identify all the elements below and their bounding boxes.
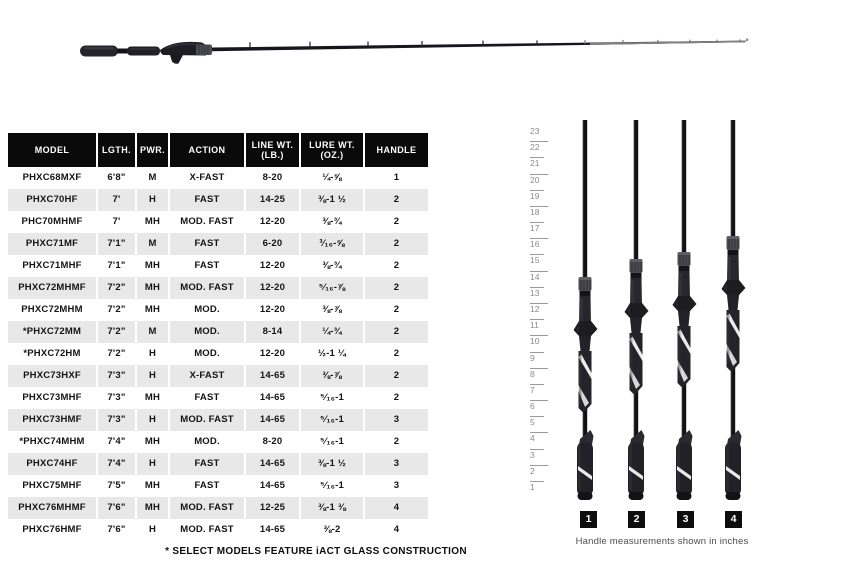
cell-line-wt: 8-20 <box>244 431 299 453</box>
spec-table <box>8 133 428 541</box>
cell-power: MH <box>135 387 168 409</box>
handle-illustration-2 <box>625 120 649 500</box>
cell-line-wt: 12-20 <box>244 211 299 233</box>
handle-illustration-3 <box>673 120 697 500</box>
cell-model: PHXC74HF <box>8 453 96 475</box>
cell-model: *PHXC74MHM <box>8 431 96 453</box>
cell-line-wt: 14-65 <box>244 409 299 431</box>
cell-action: MOD. FAST <box>168 211 244 233</box>
cell-handle: 3 <box>363 475 428 497</box>
spec-row <box>8 409 428 431</box>
cell-line-wt: 12-20 <box>244 277 299 299</box>
cell-handle: 2 <box>363 211 428 233</box>
header-row <box>8 133 428 167</box>
cell-lure-wt: ¼-¾ <box>299 321 363 343</box>
cell-power: MH <box>135 255 168 277</box>
cell-action: X-FAST <box>168 365 244 387</box>
ruler-tick-17: 17 <box>530 222 544 233</box>
cell-action: FAST <box>168 387 244 409</box>
spec-row <box>8 519 428 541</box>
cell-action: FAST <box>168 453 244 475</box>
cell-power: MH <box>135 475 168 497</box>
cell-model: PHXC68MXF <box>8 167 96 189</box>
cell-power: MH <box>135 299 168 321</box>
ruler-tick-9: 9 <box>530 352 544 363</box>
ruler-tick-1: 1 <box>530 481 544 492</box>
spec-row <box>8 497 428 519</box>
cell-power: H <box>135 365 168 387</box>
cell-lure-wt: ⁵⁄₁₆-1 <box>299 409 363 431</box>
cell-power: H <box>135 409 168 431</box>
cell-line-wt: 14-65 <box>244 475 299 497</box>
rod-knurl-nut <box>196 45 212 56</box>
cell-lure-wt: ¼-⅝ <box>299 167 363 189</box>
cell-lure-wt: ⁵⁄₁₆-1 <box>299 475 363 497</box>
spec-row <box>8 299 428 321</box>
spec-table-body <box>8 167 428 541</box>
cell-handle: 2 <box>363 387 428 409</box>
cell-model: PHXC76HMF <box>8 519 96 541</box>
cell-power: MH <box>135 211 168 233</box>
cell-lure-wt: ⅜-1 ⅜ <box>299 497 363 519</box>
ruler-tick-19: 19 <box>530 190 544 201</box>
cell-model: PHXC75MHF <box>8 475 96 497</box>
cell-model: PHXC76MHMF <box>8 497 96 519</box>
cell-line-wt: 14-25 <box>244 189 299 211</box>
spec-row <box>8 475 428 497</box>
cell-length: 7'2" <box>96 277 135 299</box>
cell-handle: 1 <box>363 167 428 189</box>
cell-length: 7'2" <box>96 321 135 343</box>
ruler-tick-3: 3 <box>530 449 544 460</box>
spec-row <box>8 343 428 365</box>
cell-power: MH <box>135 497 168 519</box>
column-header-line-wt: LINE WT. (LB.) <box>244 133 299 167</box>
cell-power: H <box>135 453 168 475</box>
cell-action: MOD. <box>168 431 244 453</box>
spec-row <box>8 255 428 277</box>
cell-line-wt: 12-20 <box>244 255 299 277</box>
ruler-tick-22: 22 <box>530 141 548 152</box>
cell-model: PHXC70HF <box>8 189 96 211</box>
cell-lure-wt: ⅜-2 <box>299 519 363 541</box>
column-header-action: ACTION <box>168 133 244 167</box>
ruler-tick-6: 6 <box>530 400 548 411</box>
cell-length: 7'2" <box>96 343 135 365</box>
cell-handle: 2 <box>363 365 428 387</box>
column-header-lure-wt: LURE WT. (OZ.) <box>299 133 363 167</box>
cell-handle: 2 <box>363 299 428 321</box>
cell-model: PHXC71MHF <box>8 255 96 277</box>
ruler-tick-20: 20 <box>530 174 548 185</box>
cell-length: 7' <box>96 189 135 211</box>
cell-length: 7'3" <box>96 365 135 387</box>
cell-power: MH <box>135 277 168 299</box>
spec-row <box>8 233 428 255</box>
cell-handle: 2 <box>363 321 428 343</box>
handle-number-badge-3: 3 <box>677 511 694 528</box>
cell-lure-wt: ⅜-⅞ <box>299 365 363 387</box>
cell-length: 7'1" <box>96 233 135 255</box>
handle-caption: Handle measurements shown in inches <box>575 536 749 547</box>
cell-line-wt: 6-20 <box>244 233 299 255</box>
ruler-tick-5: 5 <box>530 416 544 427</box>
ruler-tick-7: 7 <box>530 384 544 395</box>
cell-length: 7'4" <box>96 453 135 475</box>
spec-row <box>8 167 428 189</box>
cell-lure-wt: ⅜-¾ <box>299 211 363 233</box>
cell-lure-wt: ½-1 ¼ <box>299 343 363 365</box>
cell-lure-wt: ⅜-1 ½ <box>299 453 363 475</box>
cell-action: MOD. <box>168 343 244 365</box>
spec-row <box>8 387 428 409</box>
ruler-tick-14: 14 <box>530 271 548 282</box>
cell-lure-wt: ⅜-⅞ <box>299 299 363 321</box>
cell-power: H <box>135 519 168 541</box>
cell-power: M <box>135 233 168 255</box>
cell-model: PHXC72MHM <box>8 299 96 321</box>
cell-length: 7' <box>96 211 135 233</box>
cell-line-wt: 14-65 <box>244 365 299 387</box>
cell-handle: 4 <box>363 497 428 519</box>
cell-action: FAST <box>168 255 244 277</box>
cell-line-wt: 12-20 <box>244 343 299 365</box>
cell-handle: 2 <box>363 233 428 255</box>
cell-model: PHXC73MHF <box>8 387 96 409</box>
ruler-tick-16: 16 <box>530 238 548 249</box>
rod-illustration <box>70 26 760 68</box>
cell-length: 7'3" <box>96 387 135 409</box>
rod-rear-grip <box>127 47 160 56</box>
cell-handle: 2 <box>363 343 428 365</box>
cell-power: M <box>135 167 168 189</box>
spec-row <box>8 321 428 343</box>
ruler-tick-15: 15 <box>530 254 544 265</box>
inch-ruler <box>530 127 558 493</box>
cell-handle: 2 <box>363 277 428 299</box>
spec-row <box>8 189 428 211</box>
cell-line-wt: 12-20 <box>244 299 299 321</box>
spec-row <box>8 365 428 387</box>
cell-model: PHXC73HXF <box>8 365 96 387</box>
spec-table-header <box>8 133 428 167</box>
cell-length: 7'6" <box>96 497 135 519</box>
cell-power: MH <box>135 431 168 453</box>
cell-action: FAST <box>168 475 244 497</box>
cell-lure-wt: ⅜-¾ <box>299 255 363 277</box>
cell-power: M <box>135 321 168 343</box>
cell-model: PHC70MHMF <box>8 211 96 233</box>
cell-model: PHXC73HMF <box>8 409 96 431</box>
cell-line-wt: 12-25 <box>244 497 299 519</box>
cell-action: MOD. <box>168 321 244 343</box>
cell-model: PHXC71MF <box>8 233 96 255</box>
cell-model: *PHXC72HM <box>8 343 96 365</box>
cell-handle: 2 <box>363 189 428 211</box>
cell-power: H <box>135 343 168 365</box>
cell-line-wt: 14-65 <box>244 519 299 541</box>
cell-length: 6'8" <box>96 167 135 189</box>
cell-action: MOD. FAST <box>168 409 244 431</box>
ruler-tick-23: 23 <box>530 127 544 136</box>
cell-length: 7'1" <box>96 255 135 277</box>
spec-row <box>8 277 428 299</box>
cell-lure-wt: ⅜-1 ½ <box>299 189 363 211</box>
cell-length: 7'3" <box>96 409 135 431</box>
cell-action: MOD. FAST <box>168 277 244 299</box>
ruler-tick-2: 2 <box>530 465 548 476</box>
column-header-handle: HANDLE <box>363 133 428 167</box>
cell-handle: 4 <box>363 519 428 541</box>
handle-illustration-1 <box>574 120 598 500</box>
ruler-tick-8: 8 <box>530 368 548 379</box>
handle-number-badge-4: 4 <box>725 511 742 528</box>
cell-lure-wt: ⁵⁄₁₆-1 <box>299 387 363 409</box>
ruler-tick-4: 4 <box>530 432 548 443</box>
cell-length: 7'5" <box>96 475 135 497</box>
cell-handle: 2 <box>363 255 428 277</box>
ruler-tick-12: 12 <box>530 303 548 314</box>
spec-row <box>8 431 428 453</box>
cell-model: *PHXC72MM <box>8 321 96 343</box>
handle-illustration-4 <box>722 120 746 500</box>
cell-action: X-FAST <box>168 167 244 189</box>
cell-action: MOD. FAST <box>168 497 244 519</box>
cell-action: FAST <box>168 189 244 211</box>
rod-tip-section <box>590 41 745 45</box>
handle-number-badge-1: 1 <box>580 511 597 528</box>
column-header-model: MODEL <box>8 133 96 167</box>
cell-line-wt: 8-20 <box>244 167 299 189</box>
cell-power: H <box>135 189 168 211</box>
rod-tip-top <box>745 39 748 42</box>
spec-row <box>8 453 428 475</box>
cell-lure-wt: ⁵⁄₁₆-1 <box>299 431 363 453</box>
rod-trigger <box>170 55 183 64</box>
ruler-tick-13: 13 <box>530 287 544 298</box>
cell-handle: 3 <box>363 453 428 475</box>
handle-illustrations <box>555 120 765 506</box>
cell-action: MOD. <box>168 299 244 321</box>
column-header-power: PWR. <box>135 133 168 167</box>
cell-handle: 2 <box>363 431 428 453</box>
footnote-text: * SELECT MODELS FEATURE iACT GLASS CONSTRUCTION <box>165 546 467 557</box>
ruler-tick-18: 18 <box>530 206 548 217</box>
ruler-tick-10: 10 <box>530 335 548 346</box>
ruler-tick-21: 21 <box>530 157 544 168</box>
cell-action: FAST <box>168 233 244 255</box>
ruler-tick-11: 11 <box>530 319 544 330</box>
cell-lure-wt: ⁵⁄₁₆-⅞ <box>299 277 363 299</box>
cell-handle: 3 <box>363 409 428 431</box>
cell-length: 7'4" <box>96 431 135 453</box>
cell-length: 7'2" <box>96 299 135 321</box>
cell-action: MOD. FAST <box>168 519 244 541</box>
cell-line-wt: 14-65 <box>244 453 299 475</box>
handle-number-badge-2: 2 <box>628 511 645 528</box>
cell-lure-wt: ³⁄₁₆-⅝ <box>299 233 363 255</box>
cell-length: 7'6" <box>96 519 135 541</box>
column-header-length: LGTH. <box>96 133 135 167</box>
spec-row <box>8 211 428 233</box>
cell-line-wt: 14-65 <box>244 387 299 409</box>
cell-model: PHXC72MHMF <box>8 277 96 299</box>
cell-line-wt: 8-14 <box>244 321 299 343</box>
